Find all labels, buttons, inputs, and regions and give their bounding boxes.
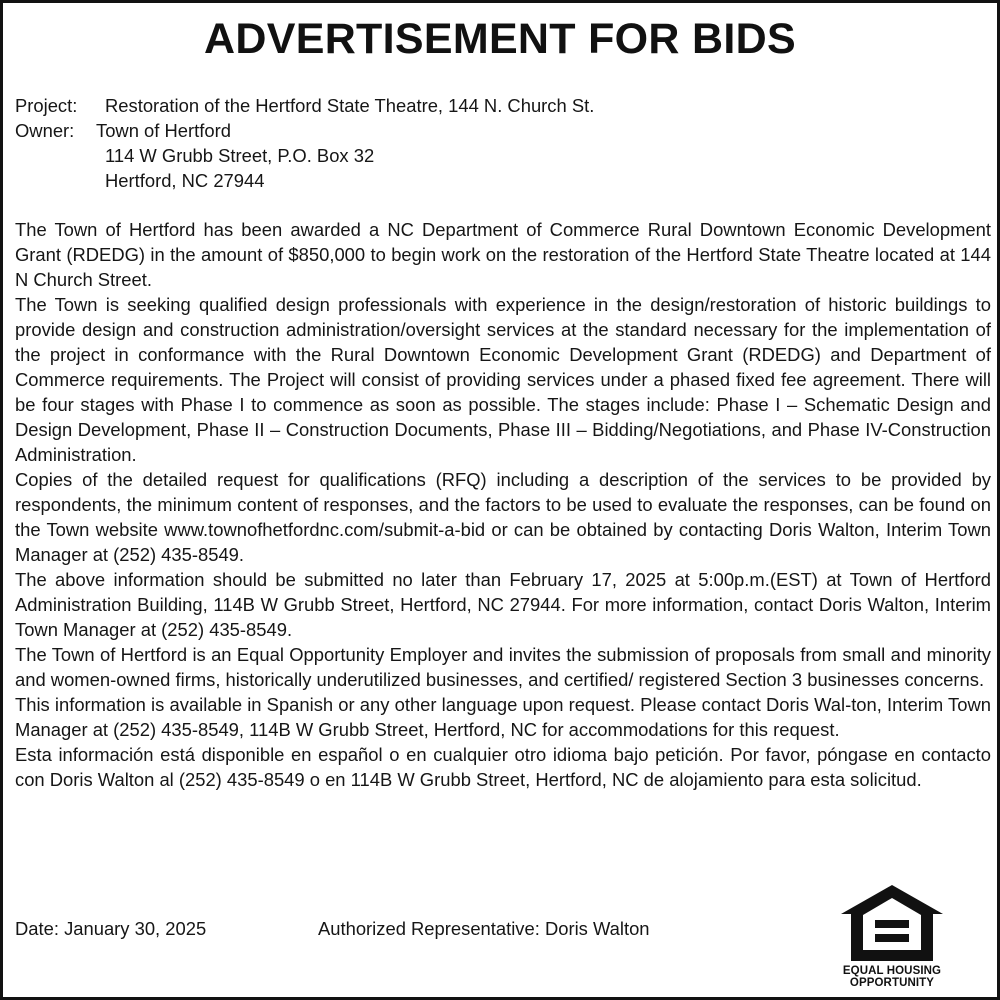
date-text: Date: January 30, 2025 [15, 918, 207, 939]
paragraph-equal-opportunity: The Town of Hertford is an Equal Opportunity Employer and invites the submission of proposals from small and minority and women-owned firms, historically underutilized businesses, and certified/ registered Section 3 businesses concerns. [15, 644, 991, 690]
paragraph-scope: The Town is seeking qualified design professionals with experience in the design/restoration of historic buildings to provide design and construction administration/oversight services at the standard necessary for the implementation of the project in conformance with the Rural Downtown Economic Development Grant (RDEDG) and Department of Commerce requirements. The Project will consist of providing services under a phased fixed fee agreement. There will be four stages with Phase I to commence as soon as possible. The stages include: Phase I – Schematic Design and Design Development, Phase II – Construction Documents, Phase III – Bidding/Negotiations, and Phase IV-Construction Administration. [15, 294, 991, 465]
owner-address-line2: Hertford, NC 27944 [105, 170, 265, 191]
logo-text-line2: OPPORTUNITY [849, 977, 935, 989]
owner-row [15, 118, 594, 143]
equal-housing-opportunity-icon [837, 881, 947, 965]
paragraph-language-spanish: Esta información está disponible en español o en cualquier otro idioma bajo petición. Por favor, póngase en contacto con Doris Walton al (252) 435-8549 o en 114B W Grubb Street, Hertford, NC de alojamiento para esta solicitud. [15, 744, 991, 790]
advertisement-body [15, 217, 991, 792]
project-label: Project: [15, 95, 78, 116]
equal-housing-logo [837, 881, 947, 991]
footer [15, 918, 650, 940]
paragraph-rfq: Copies of the detailed request for qualifications (RFQ) including a description of the services to be provided by respondents, the minimum content of responses, and the factors to be used to evaluate the responses, can be found on the Town website www.townofhetfordnc.com/submit-a-bid or can be obtained by contacting Doris Walton, Interim Town Manager at (252) 435-8549. [15, 469, 991, 565]
owner-label: Owner: [15, 120, 75, 141]
owner-address-line1: 114 W Grubb Street, P.O. Box 32 [105, 145, 375, 166]
page-title: ADVERTISEMENT FOR BIDS [204, 15, 796, 63]
paragraph-deadline: The above information should be submitted no later than February 17, 2025 at 5:00p.m.(EST) at Town of Hertford Administration Building, 114B W Grubb Street, Hertford, NC 27944. For more information, contact Doris Walton, Interim Town Manager at (252) 435-8549. [15, 569, 991, 640]
logo-text-line1: EQUAL HOUSING [842, 965, 942, 977]
paragraph-grant: The Town of Hertford has been awarded a NC Department of Commerce Rural Downtown Economic Development Grant (RDEDG) in the amount of $850,000 to begin work on the restoration of the Hertford State Theatre located at 144 N Church Street. [15, 219, 991, 290]
project-details [15, 93, 594, 193]
project-value: Restoration of the Hertford State Theatre, 144 N. Church St. [105, 95, 595, 116]
project-row [15, 93, 594, 118]
paragraph-language-english: This information is available in Spanish or any other language upon request. Please contact Doris Wal-ton, Interim Town Manager at (252) 435-8549, 114B W Grubb Street, Hertford, NC for accommodations for this request. [15, 694, 991, 740]
owner-name: Town of Hertford [96, 120, 231, 141]
authorized-representative: Authorized Representative: Doris Walton [318, 918, 650, 939]
